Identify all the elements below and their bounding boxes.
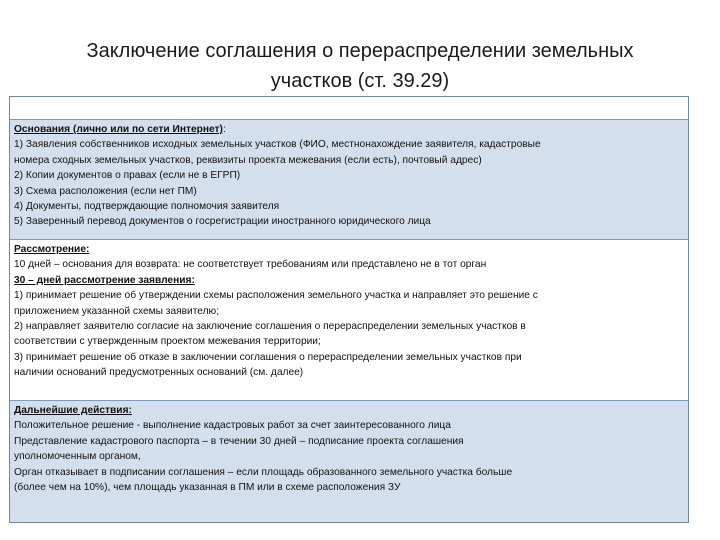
section-review bbox=[10, 240, 688, 401]
section-review-line: 10 дней – основания для возврата: не соответствует требованиям или представлено не в тот орган bbox=[14, 259, 487, 271]
section-grounds-line: номера сходных земельных участков, реквизиты проекта межевания (если есть), почтовый адрес) bbox=[14, 154, 482, 166]
section-next-steps bbox=[10, 401, 688, 522]
section-next-steps-line: (более чем на 10%), чем площадь указанная в ПМ или в схеме расположения ЗУ bbox=[14, 482, 401, 494]
section-next-steps-heading: Дальнейшие действия: bbox=[14, 405, 132, 416]
section-grounds-line: 5) Заверенный перевод документов о госрегистрации иностранного юридического лица bbox=[14, 216, 431, 228]
content-frame bbox=[9, 96, 689, 523]
section-grounds-heading-line bbox=[14, 122, 684, 137]
page-title bbox=[40, 36, 680, 96]
title-line-1: Заключение соглашения о перераспределении земельных bbox=[86, 40, 634, 62]
section-review-line: 3) принимает решение об отказе в заключении соглашения о перераспределении земельных участков при bbox=[14, 351, 522, 363]
section-next-steps-line: Представление кадастрового паспорта – в течении 30 дней – подписание проекта соглашения bbox=[14, 435, 464, 447]
empty-header-row bbox=[10, 97, 688, 120]
section-next-steps-line: Орган отказывает в подписании соглашения – если площадь образованного земельного участка больше bbox=[14, 466, 513, 478]
section-next-steps-line: уполномоченным органом, bbox=[14, 451, 141, 463]
section-review-subheading: 30 – дней рассмотрение заявления: bbox=[14, 274, 195, 286]
section-grounds-heading: Основания (лично или по сети Интернет) bbox=[14, 124, 223, 135]
section-review-heading: Рассмотрение: bbox=[14, 244, 90, 255]
section-grounds-line: 1) Заявления собственников исходных земельных участков (ФИО, местнонахождение заявителя, кадастровые bbox=[14, 139, 541, 151]
section-grounds-line: 3) Схема расположения (если нет ПМ) bbox=[14, 185, 197, 197]
section-review-line: приложением указанной схемы заявителю; bbox=[14, 305, 220, 317]
section-grounds-line: 4) Документы, подтверждающие полномочия заявителя bbox=[14, 201, 280, 213]
section-review-line: наличии оснований предусмотренных оснований (см. далее) bbox=[14, 367, 304, 379]
section-review-line: соответствии с утвержденным проектом межевания территории; bbox=[14, 336, 321, 348]
title-line-2: участков (ст. 39.29) bbox=[270, 70, 450, 92]
section-next-steps-line: Положительное решение - выполнение кадастровых работ за счет заинтересованного лица bbox=[14, 420, 451, 432]
section-review-line: 1) принимает решение об утверждении схемы расположения земельного участка и направляет это решение с bbox=[14, 290, 538, 302]
section-grounds bbox=[10, 120, 688, 240]
section-grounds-line: 2) Копии документов о правах (если не в ЕГРП) bbox=[14, 170, 241, 182]
section-review-line: 2) направляет заявителю согласие на заключение соглашения о перераспределении земельных участков в bbox=[14, 321, 526, 333]
section-grounds-heading-suffix: : bbox=[222, 124, 226, 135]
